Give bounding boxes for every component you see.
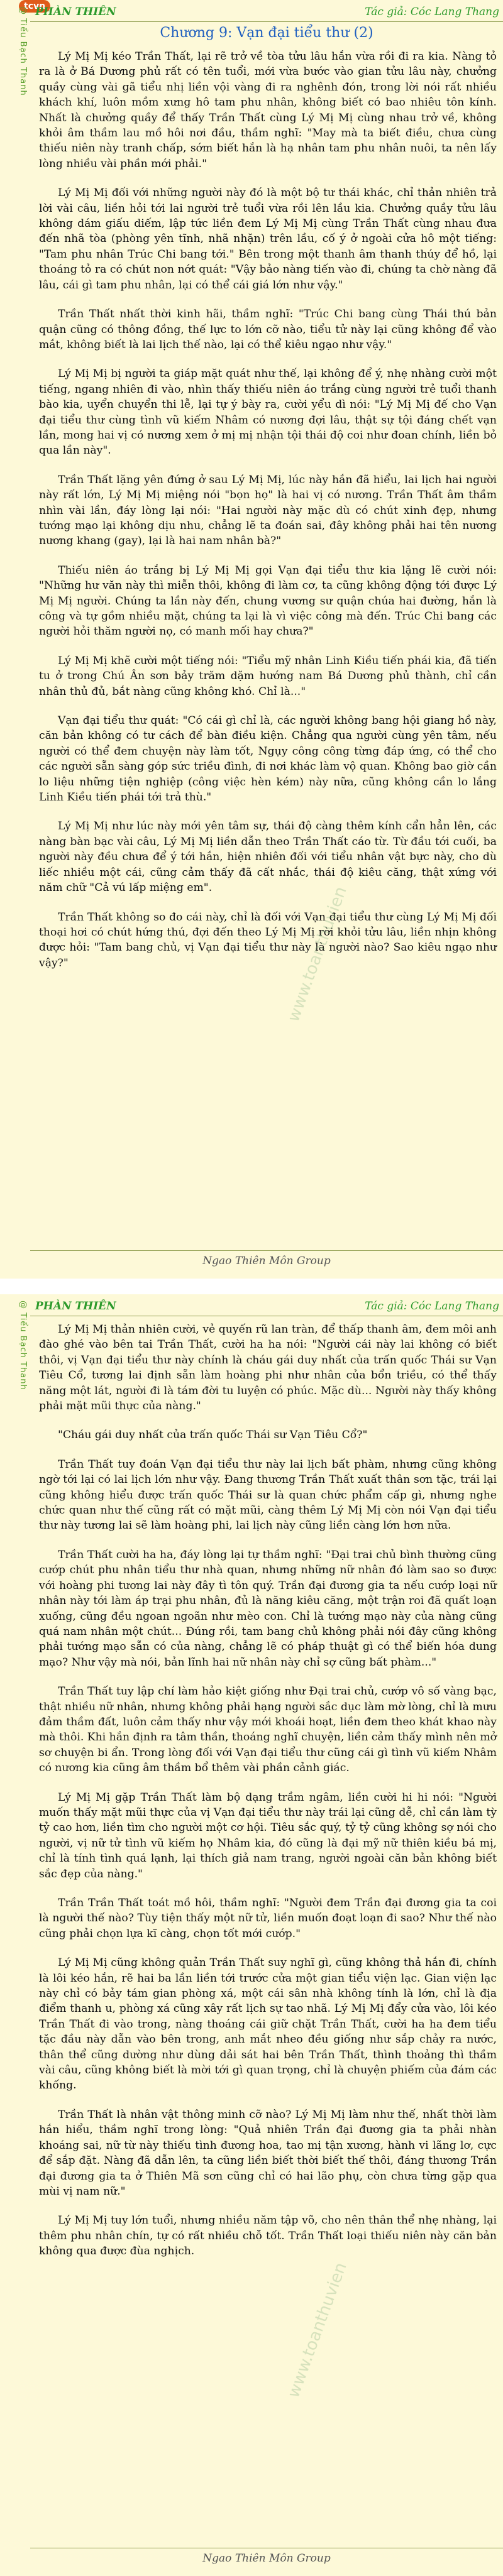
sidebar-credit: @ Tiểu Bạch Thanh (18, 1301, 28, 1390)
paragraph: Trần Trần Thất toát mồ hôi, thầm nghĩ: "Người đem Trần đại đương gia ta coi là người thế nào? Tùy tiện thấy một nữ tử, liền muốn đoạt loạn đi sao? Như thế nào cũng phải chọn lựa kĩ càng, chọn tốt mới cướp." (39, 1897, 497, 1940)
sidebar-credit: @ Tiểu Bạch Thanh (18, 6, 28, 96)
page-two-text (39, 1322, 497, 2273)
page-one-text (39, 49, 497, 985)
page-footer: Ngao Thiên Môn Group (30, 1250, 503, 1267)
book-title: PHÀN THIÊN (35, 6, 116, 18)
paragraph: Trần Thất lặng yên đứng ở sau Lý Mị Mị, lúc này hắn đã hiểu, lai lịch hai người này rất lớn, Lý Mị Mị miệng nói "bọn họ" là hai vị có nương. Trần Thất âm thầm nhìn vài lần, đáy lòng lại nói: "Hai người này mặc dù có chút xinh đẹp, nhưng tướng mạo lại không dịu nhu, chẳng lẽ ta đoán sai, đây không phải hai tên nương nương khang (gay), lại là hai nam nhân bà?" (39, 473, 497, 548)
author-label: Tác giả: Cóc Lang Thang (365, 6, 499, 18)
page-header (30, 4, 503, 22)
page-header (30, 1298, 503, 1316)
paragraph: Vạn đại tiểu thư quát: "Có cái gì chỉ là, các người không bang hội giang hồ này, căn bản không có tư cách để bàn điều kiện. Chẳng qua người cùng yên tâm, nếu người có thể đem chuyện này làm tốt, Ngụy công công từng đáp ứng, có thể cho các người sẵn sàng góp sức triều đình, đi nơi khác làm vộ quan. Không bao giờ cần lo liệu những tiện nghiệp (công việc hèn kém) này nữa, cũng không cần lo lắng Linh Kiều tiến phái tới trả thù." (39, 714, 497, 804)
paragraph: Trần Thất tuy đoán Vạn đại tiểu thư này lai lịch bất phàm, nhưng cũng không ngờ tới lại có lai lịch lớn như vậy. Đang thương Trần Thất xuất thân sơn tặc, trái lại cũng không hiểu được trấn quốc Thái sư là quan chức phẩm cấp gì, nhưng nghe chức quan như thế cũng rất có mặt mũi, càng thêm Lý Mị Mị còn nói Vạn đại tiểu thư này tương lai sẽ làm hoàng phi, lai lịch này cũng liền càng lớn hơn nữa. (39, 1458, 497, 1532)
paragraph: Lý Mị Mị thản nhiên cười, vẻ quyến rũ lan tràn, để thấp thanh âm, đem môi anh đào ghé vào bên tai Trần Thất, cười ha ha nói: "Người cái này lai không có biết thôi, vị Vạn đại tiểu thư này chính là cháu gái duy nhất của trấn quốc Thái sư Vạn Tiêu Cổ, tương lai định sẵn làm hoàng phi như nhân của bổn triều, có thể thấy năng một lát, người đi là tám đời tu luyện có phúc. Mặc dù... Người này thấy không phải mặt mũi thực của nàng." (39, 1323, 497, 1413)
paragraph: Lý Mị Mị cũng không quản Trần Thất suy nghĩ gì, cũng không thả hắn đi, chính là lôi kéo hắn, rẽ hai ba lần liền tới trước cửa một gian tiểu viện lạc. Gian viện lạc này chỉ có bảy tám gian phòng xá, một cái sân nhà không tính là lớn, chỉ là địa điểm thanh u, phòng xá cũng xây rất lịch sự tao nhã. Lý Mị Mị đẩy cửa vào, lôi kéo Trần Thất đi vào trong, nàng thoáng cái giữ chặt Trần Thất, cười ha ha đem tiểu tặc đầu này dẫn vào bên trong, anh mắt nheo đều giống như sắp chảy ra nước, thân thể cũng dường như dùng dải sát hai bên Trần Thất, thình thoảng thì thầm vài câu, cũng không biết là mời tới gì quan trọng, chỉ là chuyện phiếm của đám các khống. (39, 1957, 497, 2092)
book-title: PHÀN THIÊN (35, 1300, 116, 1313)
paragraph: Lý Mị Mị gặp Trần Thất làm bộ dạng trầm ngâm, liền cười hi hi nói: "Người muốn thấy mặt mũi thực của vị Vạn đại tiểu thư này trái lại cũng dễ, chỉ cần làm tỳ tỷ cao hơn, liền tìm cho người một cơ hội. Tiêu sắc quý, tỷ tỷ cũng không sợ nói cho người, vị nữ tử tình vũ kiếm họ Nhâm kia, đó cũng là đại mỹ nữ thiên kiều bá mị, chỉ là tính tình quá lạnh, lại thích giả nam trang, người ngoài căn bản không biết sắc đẹp của nàng." (39, 1791, 497, 1880)
paragraph: Lý Mị Mị khẽ cười một tiếng nói: "Tiểu mỹ nhân Linh Kiều tiến phái kia, đã tiến tu ở trong Chú Ân sơn bảy trăm dặm hướng nam Bá Dương phủ thành, chỉ cần nhân thủ đủ, bắt nàng cũng không khó. Chỉ là..." (39, 654, 497, 698)
paragraph: Thiếu niên áo trắng bị Lý Mị Mị gọi Vạn đại tiểu thư kia lặng lẽ cười nói: "Những hư văn này thì miễn thôi, không đi làm cơ, ta cũng không động tới được Lý Mị Mị người. Chúng ta lần này đến, chung vương sư quận chúa hai đường, hắn là công và tự gồm nhiều mặt, chúng ta lại là vì việc công mà đến. Trúc Chi bang các người hỏi thăm người nọ, có manh mối hay chưa?" (39, 564, 497, 638)
paragraph: Trần Thất nhất thời kinh hãi, thầm nghĩ: "Trúc Chi bang cùng Thái thú bản quận cũng có thông đồng, thế lực to lớn cỡ nào, tiểu tử này lại cũng không để vào mắt, không biết là lai lịch thế nào, lại có thể kiêu ngạo như vậy." (39, 308, 497, 351)
paragraph: Lý Mị Mị kéo Trần Thất, lại rẽ trở về tòa tửu lâu hắn vừa rồi đi ra kia. Nàng tỏ ra là ở Bá Dương phủ rất có tên tuổi, mới vừa bước vào gian tửu lâu này, chưởng quầy cùng vài gã tiểu nhị liền vội vàng đi ra nghênh đón, trong lời nói rất nhiều khách khí, luôn mồm xưng hô tam phu nhân, không biết có bao nhiêu tôn kính. Nhất là chưởng quầy để thấy Trần Thất cùng Lý Mị Mị cùng nhau trở về, không khỏi âm thầm lau mồ hôi nơi đầu, thầm nghĩ: "May mà ta biết điều, chưa cùng thiếu niên này tranh chấp, sớm biết hắn là hạ nhân tam phu nhân nuôi, ta nên lấy lòng nhiều vài phần mới phải." (39, 50, 497, 170)
page-one (0, 0, 503, 1279)
paragraph: Lý Mị Mị tuy lớn tuổi, nhưng nhiều năm tập võ, cho nên thân thể nhẹ nhàng, lại thêm phu nhân chín, tự có rất nhiều chỗ tốt. Trần Thất loại thiếu niên này căn bản không qua được đùa nghịch. (39, 2214, 497, 2258)
paragraph: Trần Thất là nhân vật thông minh cỡ nào? Lý Mị Mị làm như thế, nhất thời làm hắn hiểu, thầm nghĩ trong lòng: "Quả nhiên Trần đại đương gia ta phải nhàn khoáng sai, nữ từ này thiếu tình đương hoa, tao mị tận xương, hành vi lãng lơ, cực để sắp đặt. Nàng đã dẫn lên, ta cũng liền biết thời biết thế thôi, đáng thương Trần đại đương gia ta ở Thiên Mã sơn cũng chỉ có hai lão phụ, còn chưa từng gặp qua mùi vị nam nữ." (39, 2108, 497, 2198)
page-footer: Ngao Thiên Môn Group (30, 2548, 503, 2565)
paragraph: Lý Mị Mị đối với những người này đó là một bộ tư thái khác, chỉ thản nhiên trả lời vài câu, liền hỏi tới lai người trẻ tuổi vừa rồi lên lầu kia. Chưởng quầy tửu lâu không dám giấu diếm, lập tức liền đem Lý Mị Mị cùng Trần Thất cùng nhau đưa đến nhã tòa (phòng yên tĩnh, nhã nhặn) trên lầu, cố ý ở ngoài cửa hô một tiếng: "Tam phu nhân Trúc Chi bang tới." Bên trong một thanh âm thanh thúy để hồ, lại thoáng tỏ ra có chút non nớt quát: "Vậy bảo nàng tiến vào đi, chúng ta chờ nàng đã lâu, cái gì tam phu nhân, lại có thể cái giá lớn như vậy." (39, 187, 497, 292)
watermark: www.toanthuvien (284, 884, 351, 1025)
paragraph: Lý Mị Mị bị người ta giáp mặt quát như thế, lại không để ý, nhẹ nhàng cười một tiếng, ngang nhiên đi vào, nhìn thấy thiếu niên áo trắng cùng người trẻ tuổi thanh bào kia, uyển chuyển thi lễ, lại tự ý bày ra, cười yểu dì nói: "Lý Mị Mị đế cho Vạn đại tiểu thư cùng tình vũ kiếm Nhâm có nương đợi lâu, thật sự tội đáng chết vạn lần, mong hai vị có nương xem ở mị mị nhận tội thái độ coi như đoan chính, liền bỏ qua lần này". (39, 368, 497, 457)
page-two (0, 1294, 503, 2576)
paragraph: Trần Thất cười ha ha, đáy lòng lại tự thầm nghĩ: "Đại trai chủ bình thường cũng cướp chút phu nhân tiểu thư nhà quan, nhưng những nữ nhân đó làm sao so được với hoàng phi tương lai này đây tì tôn quý. Trần đại đương gia ta nếu cướp loại nữ nhân này tới làm áp trại phu nhân, đủ là năng kiêu căng, một trận roi đã quất loạn xuống, cũng đều ngoan ngoãn như mèo con. Chỉ là tướng mạo này của nàng cũng quá nam nhân một chút... Đúng rồi, tam bang chủ không phải nói đây cũng không phải tướng mạo sẵn có của nàng, chẳng lẽ có pháp thuật gì có thể biến hóa dung mạo? Như vậy mà nói, bản lĩnh hai nữ nhân này chỉ sợ cũng bất phàm..." (39, 1548, 497, 1669)
site-logo: tcvn (19, 0, 50, 13)
paragraph: Trần Thất tuy lập chí làm hảo kiệt giống như Đại trai chủ, cướp vô số vàng bạc, thật nhiều nữ nhân, nhưng không phải hạng người sắc dục làm mờ lòng, chỉ là mưu đảm thầm đất, luôn cảm thấy như vậy mới khoái hoạt, liền đem theo khát khao này mà thôi. Khi hắn định ra tâm thần, thoáng nghĩ chuyện, liền cảm thấy mình nên mở sơ chuyện bi ẩn. Trong lòng đối với Vạn đại tiểu thư cũng cái gì tình vũ kiếm Nhâm có nương kia cũng âm thầm bổ thêm vài phần cảnh giác. (39, 1685, 497, 1775)
paragraph: Lý Mị Mị như lúc này mới yên tâm sự, thái độ càng thêm kính cẩn hẳn lên, các nàng bàn bạc vài câu, Lý Mị Mị liền dẫn theo Trần Thất cáo từ. Từ đầu tới cuối, ba người này đều chưa để ý tới hắn, hiện nhiên đối với tiểu nhân vật bực này, cho dù liếc nhiều một cái, cũng cảm thấy đã cất nhắc, thái độ kiêu căng, thật xứng với năm chữ "Cả vú lấp miệng em". (39, 820, 497, 895)
chapter-title: Chương 9: Vạn đại tiểu thư (2) (160, 25, 373, 41)
page-gap (0, 1279, 503, 1294)
paragraph: "Cháu gái duy nhất của trấn quốc Thái sư Vạn Tiêu Cổ?" (58, 1429, 368, 1442)
watermark: www.toanthuvien (284, 2260, 351, 2401)
paragraph: Trần Thất không so đo cái này, chỉ là đối với Vạn đại tiểu thư cùng Lý Mị Mị đối thoại hơi có chút hứng thú, đợi đến theo Lý Mị Mị rời khỏi tửu lâu, liền nhịn không được hỏi: "Tam bang chủ, vị Vạn đại tiểu thư này là người nào? Sao kiêu ngạo như vậy?" (39, 910, 497, 969)
author-label: Tác giả: Cóc Lang Thang (365, 1300, 499, 1313)
